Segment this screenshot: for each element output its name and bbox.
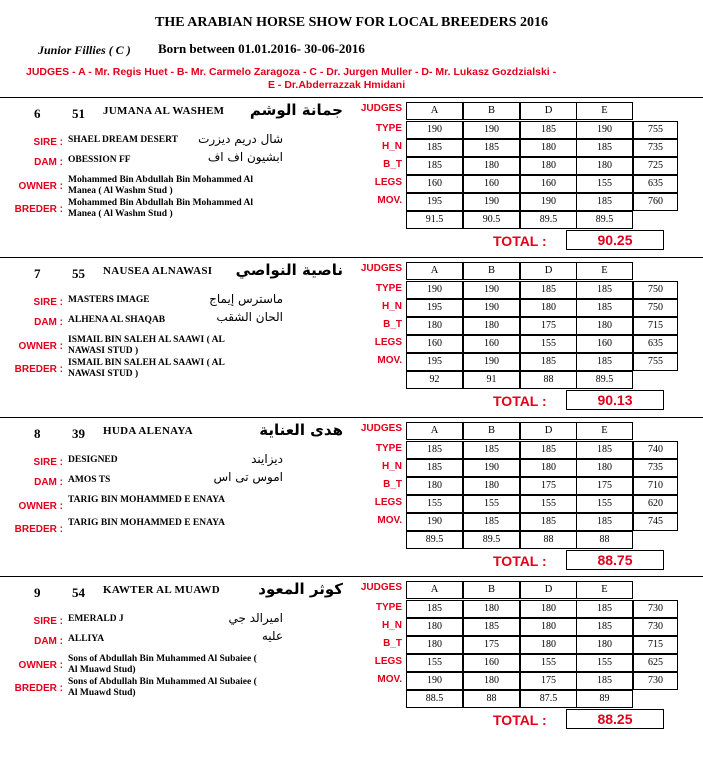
score-cell: 175 — [520, 477, 577, 495]
score-cell: 155 — [520, 335, 577, 353]
horse-name-arabic: ناصية النواصي — [235, 261, 343, 279]
row-sum-cell: 745 — [633, 513, 678, 531]
score-cell: 155 — [463, 495, 520, 513]
breeder-label: BREDER : — [14, 204, 63, 215]
score-cell: 185 — [520, 441, 577, 459]
legs-label: LEGS — [374, 337, 402, 348]
breeder-value: Mohammed Bin Abdullah Bin Mohammed Al Manea ( Al Washm Stud ) — [68, 198, 254, 219]
horse-number: 6 — [34, 106, 41, 121]
judge-total-cell: 92 — [406, 371, 463, 389]
type-label: TYPE — [375, 443, 402, 454]
score-cell: 185 — [520, 281, 577, 299]
bt-label: B_T — [383, 159, 402, 170]
judges-label: JUDGES — [360, 263, 402, 274]
horse-catalog-number: 54 — [72, 585, 85, 600]
bt-label: B_T — [383, 479, 402, 490]
score-cell: 175 — [520, 672, 577, 690]
judge-total-cell: 87.5 — [520, 690, 577, 708]
score-cell: 180 — [406, 618, 463, 636]
dam-value: AMOS TS — [68, 475, 111, 485]
sire-arabic: ماسترس إيماج — [209, 292, 283, 306]
row-sum-cell: 715 — [633, 317, 678, 335]
judge-column-header: A — [406, 422, 463, 440]
dam-arabic: الحان الشقب — [216, 310, 283, 324]
legs-label: LEGS — [374, 497, 402, 508]
score-cell: 190 — [406, 672, 463, 690]
score-cell: 160 — [576, 335, 633, 353]
horse-entry — [0, 259, 703, 419]
score-cell: 185 — [576, 441, 633, 459]
section-divider — [0, 97, 703, 98]
sire-label: SIRE : — [33, 137, 63, 148]
total-score: 90.25 — [566, 230, 664, 250]
total-label: TOTAL : — [493, 233, 547, 249]
horse-name-arabic: كوثر المعود — [258, 580, 343, 598]
judge-column-header: E — [576, 102, 633, 120]
sire-label: SIRE : — [33, 616, 63, 627]
section-divider — [0, 417, 703, 418]
score-cell: 160 — [463, 654, 520, 672]
score-cell: 185 — [406, 157, 463, 175]
judge-column-header: E — [576, 422, 633, 440]
row-sum-cell: 730 — [633, 618, 678, 636]
bt-label: B_T — [383, 319, 402, 330]
score-cell: 180 — [576, 317, 633, 335]
horse-number: 8 — [34, 426, 41, 441]
sire-value: DESIGNED — [68, 455, 118, 465]
score-cell: 185 — [406, 441, 463, 459]
section-divider — [0, 576, 703, 577]
judges-line-1: JUDGES - A - Mr. Regis Huet - B- Mr. Carmelo Zaragoza - C - Dr. Jurgen Muller - D- Mr. Lukasz Gozdzialski - — [26, 66, 557, 78]
score-cell: 180 — [520, 636, 577, 654]
dam-value: ALHENA AL SHAQAB — [68, 315, 166, 325]
judge-column-header: A — [406, 262, 463, 280]
dam-label: DAM : — [34, 477, 63, 488]
mov-label: MOV. — [377, 195, 402, 206]
dam-value: ALLIYA — [68, 634, 105, 644]
dam-label: DAM : — [34, 157, 63, 168]
sire-value: MASTERS IMAGE — [68, 295, 150, 305]
judges-label: JUDGES — [360, 582, 402, 593]
dam-arabic: عليه — [261, 629, 283, 643]
hn-label: H_N — [381, 620, 402, 631]
owner-label: OWNER : — [18, 501, 63, 512]
score-cell: 185 — [576, 513, 633, 531]
row-sum-cell: 740 — [633, 441, 678, 459]
score-cell: 185 — [576, 600, 633, 618]
judge-column-header: D — [520, 581, 577, 599]
horse-name: JUMANA AL WASHEM — [103, 105, 225, 117]
score-cell: 190 — [406, 513, 463, 531]
hn-label: H_N — [381, 461, 402, 472]
judge-column-header: B — [463, 102, 520, 120]
sire-label: SIRE : — [33, 457, 63, 468]
score-cell: 185 — [576, 672, 633, 690]
judge-total-cell: 88 — [520, 531, 577, 549]
sire-arabic: شال دريم ديزرت — [198, 132, 283, 146]
row-sum-cell: 715 — [633, 636, 678, 654]
owner-value: Sons of Abdullah Bin Muhammed Al Subaiee ( Al Muawd Stud) — [68, 654, 257, 675]
judge-column-header: B — [463, 422, 520, 440]
dam-label: DAM : — [34, 317, 63, 328]
owner-label: OWNER : — [18, 660, 63, 671]
score-cell: 180 — [463, 317, 520, 335]
score-cell: 175 — [463, 636, 520, 654]
row-sum-cell: 735 — [633, 459, 678, 477]
horse-catalog-number: 55 — [72, 266, 85, 281]
hn-label: H_N — [381, 141, 402, 152]
score-cell: 160 — [463, 175, 520, 193]
class-name: Junior Fillies ( C ) — [38, 43, 131, 57]
score-cell: 160 — [406, 335, 463, 353]
judge-column-header: D — [520, 102, 577, 120]
breeder-label: BREDER : — [14, 683, 63, 694]
legs-label: LEGS — [374, 656, 402, 667]
score-cell: 185 — [463, 441, 520, 459]
score-cell: 190 — [463, 281, 520, 299]
judge-total-cell: 91.5 — [406, 211, 463, 229]
judge-total-cell: 88.5 — [406, 690, 463, 708]
score-cell: 190 — [463, 353, 520, 371]
judge-total-cell: 91 — [463, 371, 520, 389]
score-cell: 185 — [576, 139, 633, 157]
score-cell: 190 — [463, 299, 520, 317]
score-cell: 180 — [576, 459, 633, 477]
score-cell: 175 — [520, 317, 577, 335]
score-cell: 185 — [520, 513, 577, 531]
judges-label: JUDGES — [360, 103, 402, 114]
horse-name-arabic: جمانة الوشم — [249, 101, 343, 119]
row-sum-cell: 730 — [633, 600, 678, 618]
horse-entry — [0, 99, 703, 259]
row-sum-cell: 725 — [633, 157, 678, 175]
score-cell: 180 — [406, 636, 463, 654]
horse-catalog-number: 39 — [72, 426, 85, 441]
total-score: 88.75 — [566, 550, 664, 570]
row-sum-cell: 635 — [633, 175, 678, 193]
row-sum-cell: 755 — [633, 353, 678, 371]
judge-column-header: B — [463, 262, 520, 280]
score-cell: 190 — [520, 193, 577, 211]
score-cell: 180 — [520, 618, 577, 636]
horse-catalog-number: 51 — [72, 106, 85, 121]
horse-entry — [0, 419, 703, 579]
hn-label: H_N — [381, 301, 402, 312]
score-cell: 180 — [576, 157, 633, 175]
horse-name-arabic: هدى العناية — [259, 421, 343, 439]
breeder-label: BREDER : — [14, 364, 63, 375]
score-cell: 195 — [406, 193, 463, 211]
sire-arabic: اميرالد جي — [228, 611, 283, 625]
owner-label: OWNER : — [18, 341, 63, 352]
score-cell: 155 — [520, 495, 577, 513]
score-cell: 180 — [406, 317, 463, 335]
legs-label: LEGS — [374, 177, 402, 188]
score-cell: 190 — [576, 121, 633, 139]
score-cell: 155 — [406, 654, 463, 672]
judge-column-header: B — [463, 581, 520, 599]
row-sum-cell: 760 — [633, 193, 678, 211]
row-sum-cell: 735 — [633, 139, 678, 157]
score-cell: 190 — [463, 193, 520, 211]
row-sum-cell: 710 — [633, 477, 678, 495]
row-sum-cell: 755 — [633, 121, 678, 139]
row-sum-cell: 620 — [633, 495, 678, 513]
score-cell: 185 — [520, 353, 577, 371]
row-sum-cell: 730 — [633, 672, 678, 690]
mov-label: MOV. — [377, 355, 402, 366]
score-cell: 155 — [576, 175, 633, 193]
score-cell: 180 — [520, 157, 577, 175]
score-cell: 185 — [406, 139, 463, 157]
score-cell: 180 — [576, 636, 633, 654]
score-cell: 180 — [463, 672, 520, 690]
score-cell: 185 — [576, 281, 633, 299]
score-cell: 160 — [406, 175, 463, 193]
dam-arabic: ابشيون اف اف — [207, 150, 283, 164]
score-cell: 155 — [576, 654, 633, 672]
bt-label: B_T — [383, 638, 402, 649]
judge-total-cell: 88 — [520, 371, 577, 389]
score-cell: 180 — [520, 299, 577, 317]
score-cell: 180 — [520, 600, 577, 618]
score-cell: 160 — [463, 335, 520, 353]
horse-number: 9 — [34, 585, 41, 600]
sire-value: EMERALD J — [68, 614, 124, 624]
total-score: 90.13 — [566, 390, 664, 410]
judge-total-cell: 89.5 — [406, 531, 463, 549]
total-label: TOTAL : — [493, 553, 547, 569]
row-sum-cell: 750 — [633, 281, 678, 299]
score-cell: 155 — [576, 495, 633, 513]
type-label: TYPE — [375, 283, 402, 294]
horse-number: 7 — [34, 266, 41, 281]
owner-value: TARIG BIN MOHAMMED E ENAYA — [68, 495, 225, 505]
total-label: TOTAL : — [493, 712, 547, 728]
horse-name: KAWTER AL MUAWD — [103, 584, 220, 596]
score-cell: 195 — [406, 353, 463, 371]
judge-total-cell: 89.5 — [576, 211, 633, 229]
score-cell: 175 — [576, 477, 633, 495]
score-cell: 185 — [576, 299, 633, 317]
mov-label: MOV. — [377, 674, 402, 685]
score-cell: 185 — [520, 121, 577, 139]
breeder-value: ISMAIL BIN SALEH AL SAAWI ( AL NAWASI STUD ) — [68, 358, 225, 379]
score-cell: 180 — [406, 477, 463, 495]
judges-line-2: E - Dr.Abderrazzak Hmidani — [268, 79, 406, 91]
breeder-label: BREDER : — [14, 524, 63, 535]
horse-name: NAUSEA ALNAWASI — [103, 265, 213, 277]
total-label: TOTAL : — [493, 393, 547, 409]
dam-value: OBESSION FF — [68, 155, 131, 165]
sire-value: SHAEL DREAM DESERT — [68, 135, 178, 145]
score-cell: 185 — [576, 353, 633, 371]
owner-value: ISMAIL BIN SALEH AL SAAWI ( AL NAWASI STUD ) — [68, 335, 225, 356]
judge-column-header: D — [520, 262, 577, 280]
score-cell: 155 — [406, 495, 463, 513]
page-title: THE ARABIAN HORSE SHOW FOR LOCAL BREEDERS 2016 — [155, 15, 548, 30]
judge-column-header: E — [576, 262, 633, 280]
score-cell: 180 — [463, 157, 520, 175]
horse-name: HUDA ALENAYA — [103, 425, 193, 437]
score-cell: 180 — [463, 477, 520, 495]
judge-column-header: A — [406, 102, 463, 120]
score-cell: 185 — [576, 193, 633, 211]
row-sum-cell: 635 — [633, 335, 678, 353]
score-cell: 180 — [520, 139, 577, 157]
score-cell: 190 — [406, 281, 463, 299]
score-cell: 160 — [520, 175, 577, 193]
judge-total-cell: 89.5 — [576, 371, 633, 389]
mov-label: MOV. — [377, 515, 402, 526]
horse-entry — [0, 578, 703, 738]
judge-total-cell: 89 — [576, 690, 633, 708]
row-sum-cell: 750 — [633, 299, 678, 317]
judge-total-cell: 89.5 — [463, 531, 520, 549]
score-cell: 185 — [463, 618, 520, 636]
sire-arabic: ديزايند — [251, 452, 283, 466]
dam-arabic: اموس تى اس — [213, 470, 283, 484]
score-cell: 185 — [463, 139, 520, 157]
score-cell: 180 — [520, 459, 577, 477]
judge-total-cell: 88 — [576, 531, 633, 549]
owner-value: Mohammed Bin Abdullah Bin Mohammed Al Manea ( Al Washm Stud ) — [68, 175, 254, 196]
score-cell: 190 — [463, 121, 520, 139]
score-cell: 185 — [463, 513, 520, 531]
dam-label: DAM : — [34, 636, 63, 647]
judge-column-header: E — [576, 581, 633, 599]
total-score: 88.25 — [566, 709, 664, 729]
score-cell: 195 — [406, 299, 463, 317]
row-sum-cell: 625 — [633, 654, 678, 672]
type-label: TYPE — [375, 123, 402, 134]
sire-label: SIRE : — [33, 297, 63, 308]
judge-column-header: D — [520, 422, 577, 440]
breeder-value: Sons of Abdullah Bin Muhammed Al Subaiee ( Al Muawd Stud) — [68, 677, 257, 698]
score-cell: 155 — [520, 654, 577, 672]
score-cell: 190 — [406, 121, 463, 139]
judge-column-header: A — [406, 581, 463, 599]
judges-label: JUDGES — [360, 423, 402, 434]
type-label: TYPE — [375, 602, 402, 613]
section-divider — [0, 257, 703, 258]
score-cell: 180 — [463, 600, 520, 618]
score-cell: 185 — [576, 618, 633, 636]
breeder-value: TARIG BIN MOHAMMED E ENAYA — [68, 518, 225, 528]
score-cell: 190 — [463, 459, 520, 477]
judge-total-cell: 90.5 — [463, 211, 520, 229]
score-cell: 185 — [406, 600, 463, 618]
owner-label: OWNER : — [18, 181, 63, 192]
score-cell: 185 — [406, 459, 463, 477]
born-range: Born between 01.01.2016- 30-06-2016 — [158, 41, 365, 56]
judge-total-cell: 88 — [463, 690, 520, 708]
judge-total-cell: 89.5 — [520, 211, 577, 229]
